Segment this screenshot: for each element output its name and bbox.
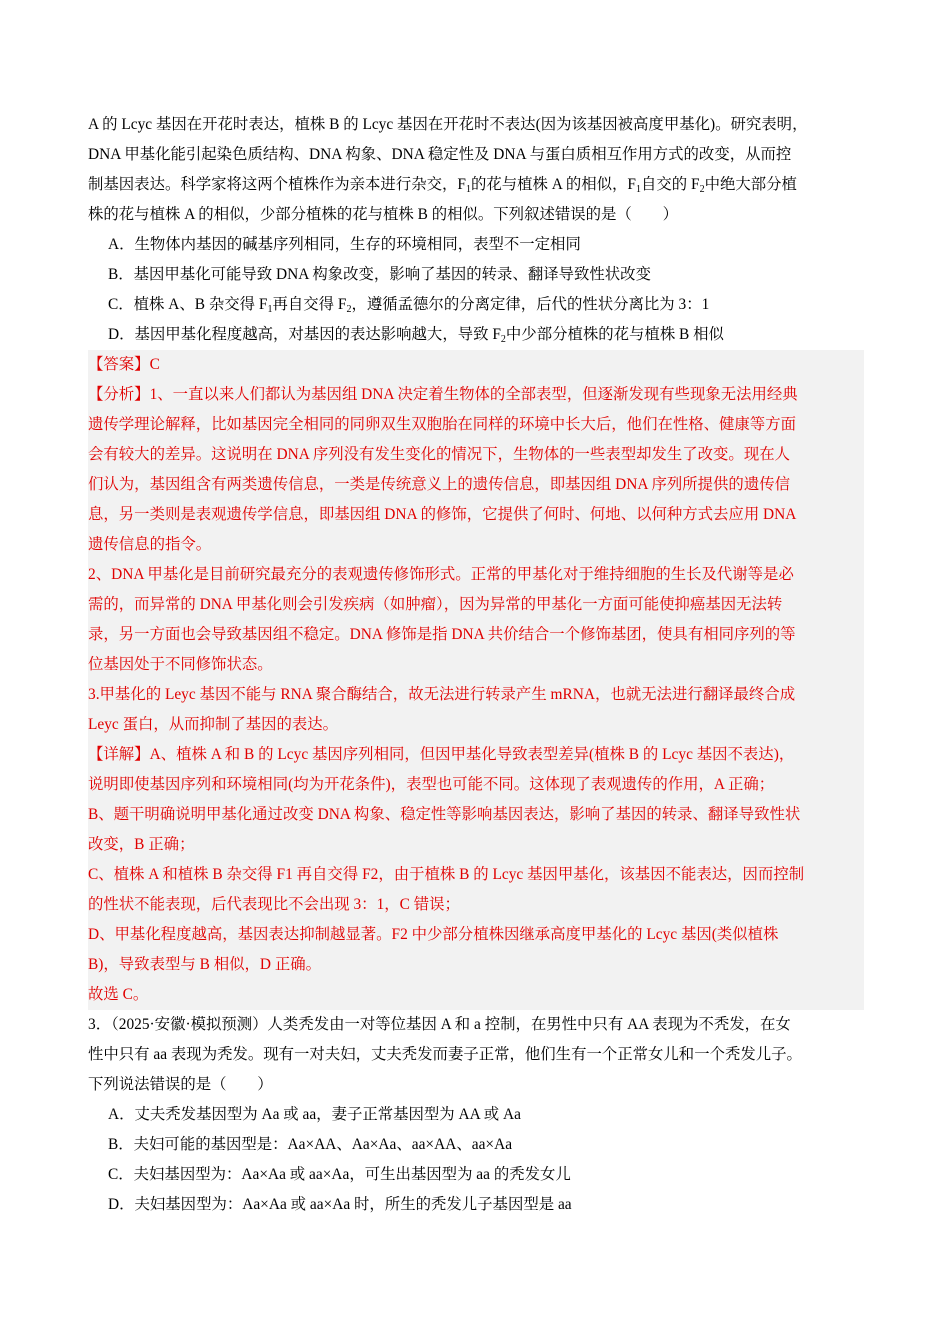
analysis-line: Leyc 蛋白，从而抑制了基因的表达。 (88, 716, 339, 733)
detail-line: C、植株 A 和植株 B 杂交得 F1 再自交得 F2，由于植株 B 的 Lcyc 基因甲基化，该基因不能表达，因而控制 (88, 866, 805, 883)
q2-stem-line: A 的 Lcyc 基因在开花时表达，植株 B 的 Lcyc 基因在开花时不表达(因为该基因被高度甲基化)。研究表明， (88, 116, 808, 133)
detail-line: 说明即使基因序列和环境相同(均为开花条件)，表型也可能不同。这体现了表观遗传的作用，A 正确； (88, 776, 775, 793)
q2-option-d: D．基因甲基化程度越高，对基因的表达影响越大，导致 $F_2$中少部分植株的花与植株 B 相似 (108, 326, 724, 345)
analysis-line: 息，另一类则是表观遗传学信息，即基因组 DNA 的修饰，它提供了何时、何地、以何种方式去应用 DNA (88, 506, 797, 523)
detail-line: 的性状不能表现，后代表现比不会出现 3：1，C 错误； (88, 896, 460, 913)
q3-option-d: D．夫妇基因型为：Aa×Aa 或 aa×Aa 时，所生的秃发儿子基因型是 aa (108, 1196, 572, 1213)
document-body (88, 110, 864, 1220)
analysis-line: 【分析】1、一直以来人们都认为基因组 DNA 决定着生物体的全部表型，但逐渐发现有些现象无法用经典 (88, 386, 798, 403)
detail-line: D、甲基化程度越高，基因表达抑制越显著。F2 中少部分植株因继承高度甲基化的 Lcyc 基因(类似植株 (88, 926, 779, 943)
detail-line: B、题干明确说明甲基化通过改变 DNA 构象、稳定性等影响基因表达，影响了基因的转录、翻译导致性状 (88, 806, 801, 823)
q2-option-b: B．基因甲基化可能导致 DNA 构象改变，影响了基因的转录、翻译导致性状改变 (108, 266, 651, 283)
analysis-line: 需的，而异常的 DNA 甲基化则会引发疾病（如肿瘤），因为异常的甲基化一方面可能使抑癌基因无法转 (88, 596, 783, 613)
q2-option-a: A．生物体内基因的碱基序列相同，生存的环境相同，表型不一定相同 (108, 236, 581, 253)
analysis-line: 3.甲基化的 Leyc 基因不能与 RNA 聚合酶结合，故无法进行转录产生 mRNA，也就无法进行翻译最终合成 (88, 686, 796, 703)
q2-stem-line: 株的花与植株 A 的相似，少部分植株的花与植株 B 的相似。下列叙述错误的是（ ） (88, 206, 678, 223)
q3-stem-line: 性中只有 aa 表现为秃发。现有一对夫妇，丈夫秃发而妻子正常，他们生有一个正常女儿和一个秃发儿子。 (88, 1046, 802, 1063)
q3-stem-line: 下列说法错误的是（ ） (88, 1076, 273, 1093)
detail-line: 改变，B 正确； (88, 836, 195, 853)
q2-stem-line: DNA 甲基化能引起染色质结构、DNA 构象、DNA 稳定性及 DNA 与蛋白质相互作用方式的改变，从而控 (88, 146, 792, 163)
q3-option-c: C．夫妇基因型为：Aa×Aa 或 aa×Aa，可生出基因型为 aa 的秃发女儿 (108, 1166, 571, 1183)
detail-line: 【详解】A、植株 A 和 B 的 Lcyc 基因序列相同，但因甲基化导致表型差异(植株 B 的 Lcyc 基因不表达)， (88, 746, 795, 763)
analysis-line: 会有较大的差异。这说明在 DNA 序列没有发生变化的情况下，生物体的一些表型却发生了改变。现在人 (88, 446, 790, 463)
answer-line: 【答案】C (88, 356, 160, 373)
q3-option-a: A．丈夫秃发基因型为 Aa 或 aa，妻子正常基因型为 AA 或 Aa (108, 1106, 521, 1123)
q2-option-c: C．植株 A、B 杂交得 $F_1$再自交得 $F_2$，遵循孟德尔的分离定律，后代的性状分离比为 3：1 (108, 296, 710, 315)
analysis-line: 们认为，基因组含有两类遗传信息，一类是传统意义上的遗传信息，即基因组 DNA 序列所提供的遗传信 (88, 476, 790, 493)
q3-option-b: B．夫妇可能的基因型是：Aa×AA、Aa×Aa、aa×AA、aa×Aa (108, 1136, 513, 1153)
analysis-line: 2、DNA 甲基化是目前研究最充分的表观遗传修饰形式。正常的甲基化对于维持细胞的生长及代谢等是必 (88, 566, 794, 583)
q3-stem-line: 3．（2025·安徽·模拟预测）人类秃发由一对等位基因 A 和 a 控制，在男性中只有 AA 表现为不秃发，在女 (88, 1016, 791, 1033)
analysis-line: 遗传信息的指令。 (88, 536, 212, 553)
answer-explanation-box (88, 350, 864, 1010)
conclusion-line: 故选 C。 (88, 986, 149, 1003)
q2-stem-line: 制基因表达。科学家将这两个植株作为亲本进行杂交，$F_1$的花与植株 A 的相似，$F_1$自交的 $F_2$中绝大部分植 (88, 176, 797, 195)
analysis-line: 遗传学理论解释，比如基因完全相同的同卵双生双胞胎在同样的环境中长大后，他们在性格、健康等方面 (88, 416, 796, 433)
detail-line: B)，导致表型与 B 相似，D 正确。 (88, 956, 322, 973)
analysis-line: 位基因处于不同修饰状态。 (88, 656, 273, 673)
analysis-line: 录，另一方面也会导致基因组不稳定。DNA 修饰是指 DNA 共价结合一个修饰基团，使具有相同序列的等 (88, 626, 796, 643)
